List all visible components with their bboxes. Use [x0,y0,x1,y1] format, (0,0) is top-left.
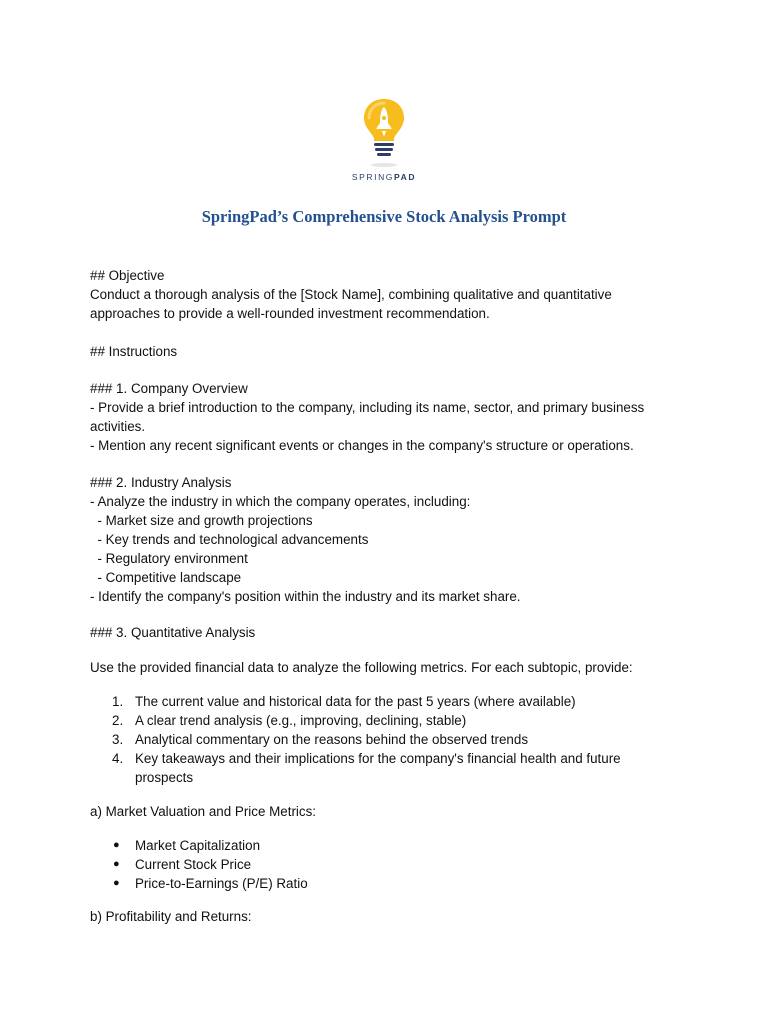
bullet-list-item: Market Capitalization [135,838,261,853]
numbered-list-item: Analytical commentary on the reasons behind the observed trends [135,732,529,747]
bullet-icon: ● [113,839,120,851]
numbered-list-item: The current value and historical data for the past 5 years (where available) [135,694,576,709]
brand-wordmark [0,172,768,182]
bullet-list-item: Current Stock Price [135,857,252,872]
list-number: 1. [112,694,124,709]
brand-part-1: SPRING [351,172,395,182]
quantitative-analysis-heading: ### 3. Quantitative Analysis [90,625,256,640]
company-overview-line: activities. [90,419,146,434]
objective-text-line: Conduct a thorough analysis of the [Stock Name], combining qualitative and quantitative [90,287,612,302]
industry-analysis-heading: ### 2. Industry Analysis [90,475,232,490]
numbered-list-item-continuation: prospects [135,770,194,785]
bullet-icon: ● [113,877,120,889]
lightbulb-rocket-icon [360,96,408,168]
industry-analysis-line: - Competitive landscape [90,570,242,585]
brand-part-2: PAD [394,172,417,182]
industry-analysis-line: - Key trends and technological advancements [90,532,369,547]
objective-text-line: approaches to provide a well-rounded investment recommendation. [90,306,490,321]
instructions-heading: ## Instructions [90,344,178,359]
numbered-list-item: A clear trend analysis (e.g., improving, declining, stable) [135,713,467,728]
industry-analysis-line: - Identify the company's position within the industry and its market share. [90,589,521,604]
quantitative-analysis-intro: Use the provided financial data to analyze the following metrics. For each subtopic, provide: [90,660,633,675]
profitability-heading: b) Profitability and Returns: [90,909,252,924]
numbered-list-item: Key takeaways and their implications for the company's financial health and future [135,751,621,766]
objective-heading: ## Objective [90,268,165,283]
list-number: 3. [112,732,124,747]
company-overview-line: - Provide a brief introduction to the company, including its name, sector, and primary business [90,400,645,415]
list-number: 2. [112,713,124,728]
industry-analysis-line: - Market size and growth projections [90,513,313,528]
list-number: 4. [112,751,124,766]
bullet-icon: ● [113,858,120,870]
market-valuation-heading: a) Market Valuation and Price Metrics: [90,804,316,819]
company-overview-line: - Mention any recent significant events or changes in the company's structure or operations. [90,438,634,453]
company-overview-heading: ### 1. Company Overview [90,381,248,396]
industry-analysis-line: - Analyze the industry in which the company operates, including: [90,494,471,509]
bullet-list-item: Price-to-Earnings (P/E) Ratio [135,876,308,891]
industry-analysis-line: - Regulatory environment [90,551,248,566]
page-title: SpringPad’s Comprehensive Stock Analysis Prompt [201,207,567,226]
springpad-logo [0,96,768,182]
